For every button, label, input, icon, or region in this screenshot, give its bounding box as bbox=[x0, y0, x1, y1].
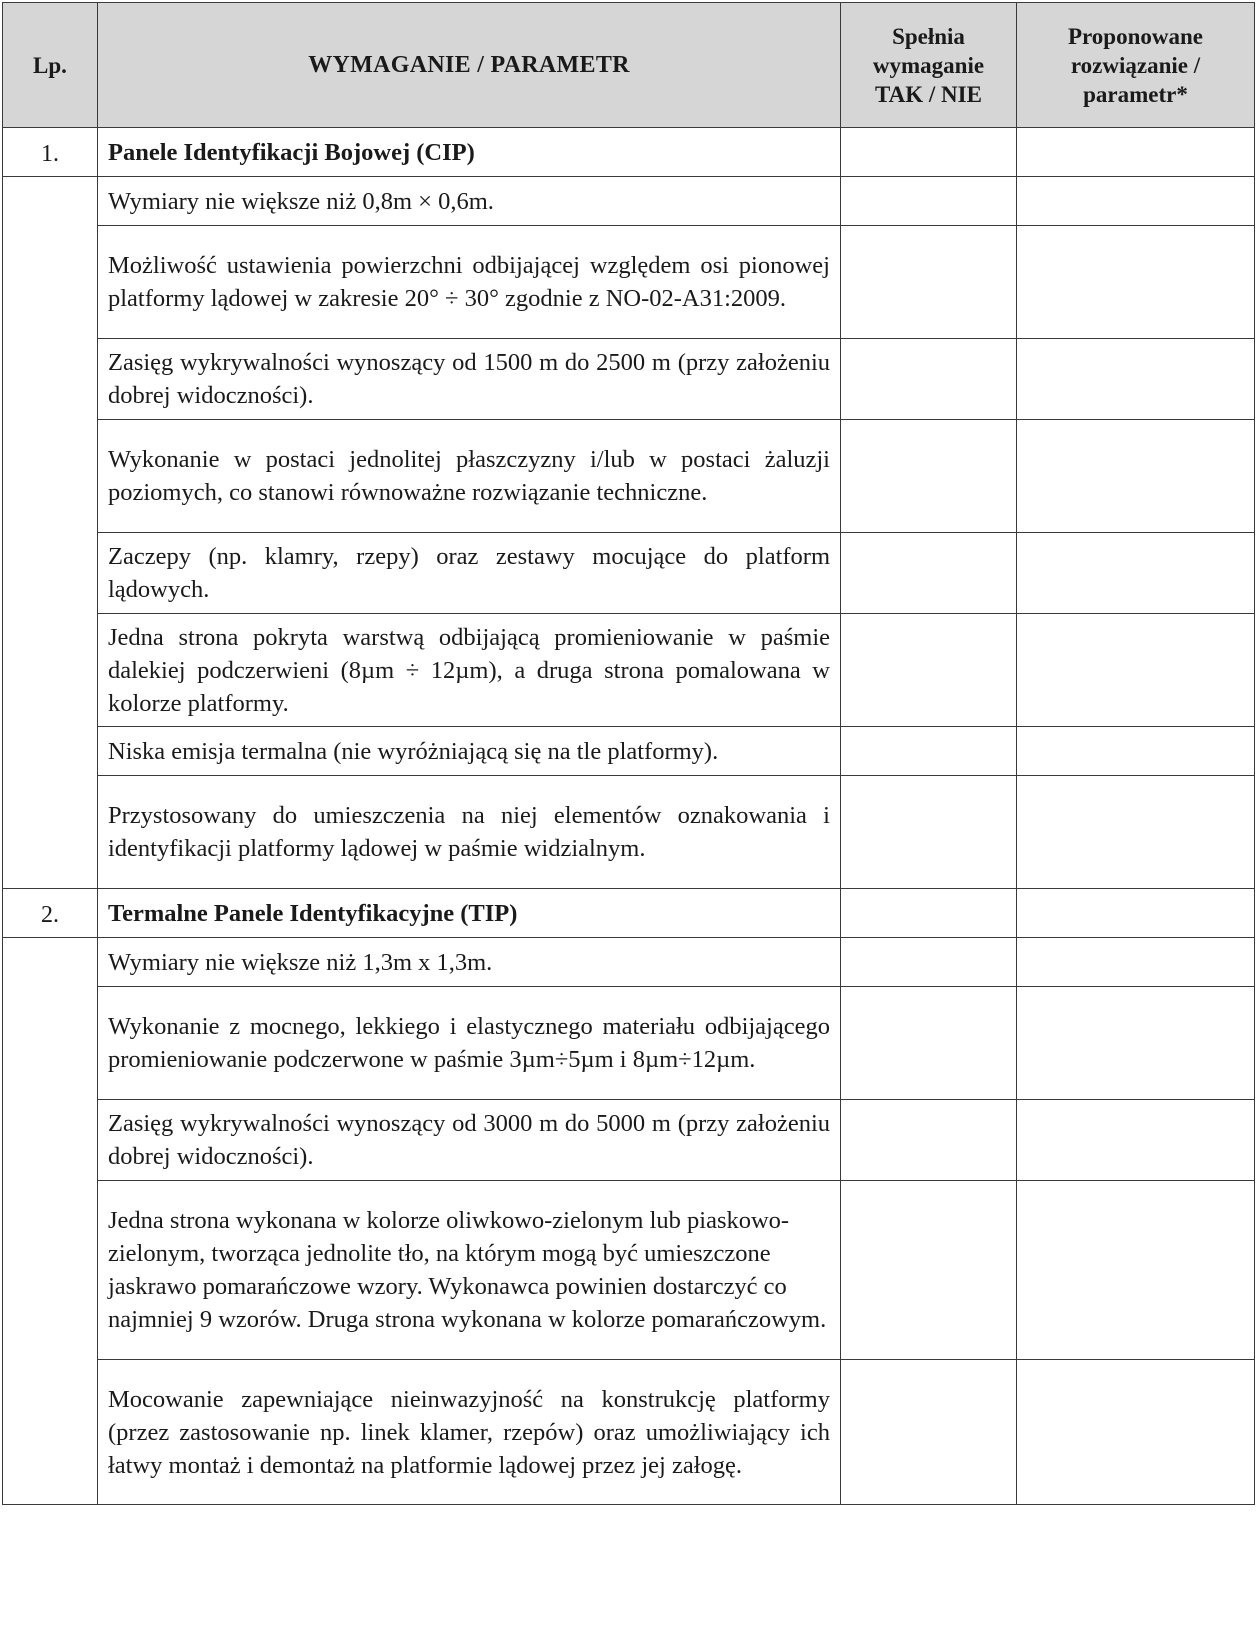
requirement-row bbox=[3, 533, 1255, 614]
compliance-cell[interactable] bbox=[841, 776, 1017, 889]
compliance-cell[interactable] bbox=[841, 987, 1017, 1100]
proposed-cell[interactable] bbox=[1017, 614, 1255, 727]
requirement-row bbox=[3, 226, 1255, 339]
compliance-cell[interactable] bbox=[841, 1181, 1017, 1360]
requirement-row bbox=[3, 776, 1255, 889]
compliance-cell[interactable] bbox=[841, 1360, 1017, 1505]
lp-blank-cell bbox=[3, 938, 98, 1505]
requirement-row bbox=[3, 727, 1255, 776]
requirement-text: Zasięg wykrywalności wynoszący od 3000 m do 5000 m (przy założeniu dobrej widoczności). bbox=[98, 1100, 841, 1181]
requirement-text: Zasięg wykrywalności wynoszący od 1500 m do 2500 m (przy założeniu dobrej widoczności). bbox=[98, 339, 841, 420]
compliance-cell[interactable] bbox=[841, 128, 1017, 177]
proposed-cell[interactable] bbox=[1017, 1181, 1255, 1360]
proposed-cell[interactable] bbox=[1017, 226, 1255, 339]
proposed-cell[interactable] bbox=[1017, 727, 1255, 776]
requirement-text: Niska emisja termalna (nie wyróżniającą się na tle platformy). bbox=[98, 727, 841, 776]
compliance-cell[interactable] bbox=[841, 533, 1017, 614]
requirement-row bbox=[3, 938, 1255, 987]
header-compliance-label: Spełnia wymaganie TAK / NIE bbox=[872, 23, 985, 107]
proposed-cell[interactable] bbox=[1017, 889, 1255, 938]
proposed-cell[interactable] bbox=[1017, 177, 1255, 226]
proposed-cell[interactable] bbox=[1017, 1100, 1255, 1181]
requirement-row bbox=[3, 177, 1255, 226]
requirement-row bbox=[3, 1100, 1255, 1181]
compliance-cell[interactable] bbox=[841, 1100, 1017, 1181]
proposed-cell[interactable] bbox=[1017, 533, 1255, 614]
header-compliance bbox=[841, 3, 1017, 128]
requirement-text: Wymiary nie większe niż 0,8m × 0,6m. bbox=[98, 177, 841, 226]
requirement-row bbox=[3, 614, 1255, 727]
section-number: 1. bbox=[3, 128, 98, 177]
proposed-cell[interactable] bbox=[1017, 987, 1255, 1100]
section-number: 2. bbox=[3, 889, 98, 938]
header-lp: Lp. bbox=[3, 3, 98, 128]
requirements-table bbox=[2, 2, 1255, 1505]
lp-blank-cell bbox=[3, 177, 98, 889]
requirement-text: Jedna strona pokryta warstwą odbijającą promieniowanie w paśmie dalekiej podczerwieni (8µm ÷ 12µm), a druga strona pomalowana w kolorze platformy. bbox=[98, 614, 841, 727]
header-requirement: WYMAGANIE / PARAMETR bbox=[98, 3, 841, 128]
proposed-cell[interactable] bbox=[1017, 776, 1255, 889]
header-proposed-label: Proponowane rozwiązanie / parametr* bbox=[1067, 23, 1204, 107]
requirement-text: Jedna strona wykonana w kolorze oliwkowo-zielonym lub piaskowo-zielonym, tworząca jednolite tło, na którym mogą być umieszczone jaskrawo pomarańczowe wzory. Wykonawca powinien dostarczyć co najmniej 9 wzorów. Druga strona wykonana w kolorze pomarańczowym. bbox=[98, 1181, 841, 1360]
requirement-row bbox=[3, 1360, 1255, 1505]
requirement-row bbox=[3, 987, 1255, 1100]
requirement-text: Wykonanie w postaci jednolitej płaszczyzny i/lub w postaci żaluzji poziomych, co stanowi równoważne rozwiązanie techniczne. bbox=[98, 420, 841, 533]
compliance-cell[interactable] bbox=[841, 938, 1017, 987]
requirement-row bbox=[3, 1181, 1255, 1360]
proposed-cell[interactable] bbox=[1017, 339, 1255, 420]
requirement-text: Zaczepy (np. klamry, rzepy) oraz zestawy mocujące do platform lądowych. bbox=[98, 533, 841, 614]
header-row bbox=[3, 3, 1255, 128]
proposed-cell[interactable] bbox=[1017, 128, 1255, 177]
section-title: Panele Identyfikacji Bojowej (CIP) bbox=[98, 128, 841, 177]
compliance-cell[interactable] bbox=[841, 420, 1017, 533]
compliance-cell[interactable] bbox=[841, 614, 1017, 727]
requirement-text: Wymiary nie większe niż 1,3m x 1,3m. bbox=[98, 938, 841, 987]
compliance-cell[interactable] bbox=[841, 226, 1017, 339]
compliance-cell[interactable] bbox=[841, 889, 1017, 938]
requirement-text: Przystosowany do umieszczenia na niej elementów oznakowania i identyfikacji platformy lądowej w paśmie widzialnym. bbox=[98, 776, 841, 889]
requirement-row bbox=[3, 339, 1255, 420]
proposed-cell[interactable] bbox=[1017, 1360, 1255, 1505]
header-proposed bbox=[1017, 3, 1255, 128]
requirement-row bbox=[3, 420, 1255, 533]
compliance-cell[interactable] bbox=[841, 727, 1017, 776]
section-title: Termalne Panele Identyfikacyjne (TIP) bbox=[98, 889, 841, 938]
requirement-text: Wykonanie z mocnego, lekkiego i elastycznego materiału odbijającego promieniowanie podczerwone w paśmie 3µm÷5µm i 8µm÷12µm. bbox=[98, 987, 841, 1100]
section-row bbox=[3, 128, 1255, 177]
section-row bbox=[3, 889, 1255, 938]
compliance-cell[interactable] bbox=[841, 339, 1017, 420]
requirement-text: Możliwość ustawienia powierzchni odbijającej względem osi pionowej platformy lądowej w zakresie 20° ÷ 30° zgodnie z NO-02-A31:2009. bbox=[98, 226, 841, 339]
proposed-cell[interactable] bbox=[1017, 420, 1255, 533]
compliance-cell[interactable] bbox=[841, 177, 1017, 226]
proposed-cell[interactable] bbox=[1017, 938, 1255, 987]
requirement-text: Mocowanie zapewniające nieinwazyjność na konstrukcję platformy (przez zastosowanie np. linek klamer, rzepów) oraz umożliwiający ich łatwy montaż i demontaż na platformie lądowej przez jej załogę. bbox=[98, 1360, 841, 1505]
